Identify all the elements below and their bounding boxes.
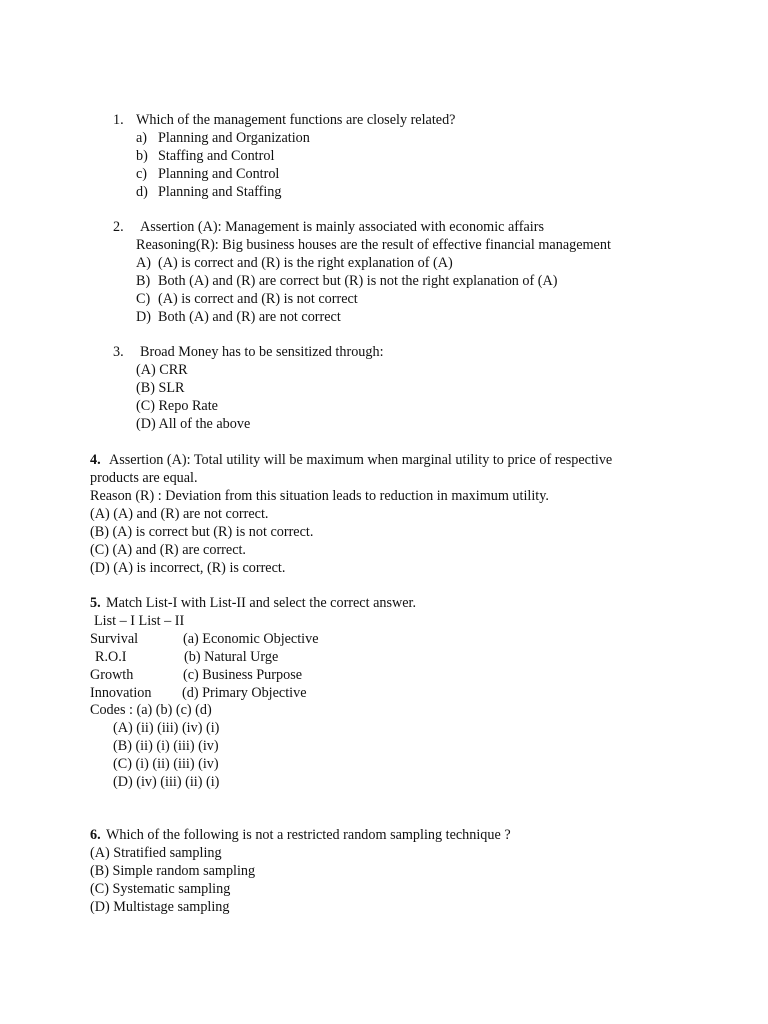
q3-option: (B) SLR	[136, 380, 185, 396]
q1-option-label: b)	[136, 148, 148, 164]
q2-option-text: (A) is correct and (R) is the right explanation of (A)	[158, 255, 453, 271]
q5-list2-item: (b) Natural Urge	[184, 649, 279, 665]
q5-code-option: (D) (iv) (iii) (ii) (i)	[113, 774, 220, 790]
q6-option: (A) Stratified sampling	[90, 845, 222, 861]
q5-list2-item: (d) Primary Objective	[182, 685, 307, 701]
q1-option-label: c)	[136, 166, 148, 182]
q3-option: (A) CRR	[136, 362, 188, 378]
q6-option: (B) Simple random sampling	[90, 863, 256, 879]
q5-list-header: List – I List – II	[94, 613, 185, 629]
q2-option-label: C)	[136, 291, 151, 307]
q3-option: (D) All of the above	[136, 416, 251, 432]
q4-assertion: Assertion (A): Total utility will be maximum when marginal utility to price of respective	[109, 452, 613, 468]
q1-option-label: d)	[136, 184, 148, 200]
q4-option: (A) (A) and (R) are not correct.	[90, 506, 269, 522]
q5-codes-header: Codes : (a) (b) (c) (d)	[90, 702, 212, 718]
q3-option: (C) Repo Rate	[136, 398, 218, 414]
q4-assertion-cont: products are equal.	[90, 470, 198, 486]
q1-number: 1.	[113, 112, 124, 128]
q6-option: (C) Systematic sampling	[90, 881, 231, 897]
q2-option-label: A)	[136, 255, 151, 271]
q1-option-label: a)	[136, 130, 148, 146]
q2-option-label: B)	[136, 273, 151, 289]
q1-option-text: Planning and Control	[158, 166, 280, 182]
q6-question: Which of the following is not a restricted random sampling technique ?	[106, 827, 511, 843]
q5-list2-item: (c) Business Purpose	[183, 667, 303, 683]
q5-question: Match List-I with List-II and select the correct answer.	[106, 595, 417, 611]
q2-reasoning: Reasoning(R): Big business houses are the result of effective financial management	[136, 237, 611, 253]
q3-number: 3.	[113, 344, 124, 360]
q3-question: Broad Money has to be sensitized through:	[140, 344, 384, 360]
q1-option-text: Planning and Organization	[158, 130, 310, 146]
q2-option-text: Both (A) and (R) are not correct	[158, 309, 341, 325]
q2-option-text: Both (A) and (R) are correct but (R) is not the right explanation of (A)	[158, 273, 558, 289]
q1-option-text: Planning and Staffing	[158, 184, 282, 200]
q2-option-label: D)	[136, 309, 151, 325]
q5-list1-item: Innovation	[90, 685, 152, 701]
q6-number: 6.	[90, 827, 101, 843]
q6-option: (D) Multistage sampling	[90, 899, 230, 915]
q5-list2-item: (a) Economic Objective	[183, 631, 319, 647]
q4-reason: Reason (R) : Deviation from this situation leads to reduction in maximum utility.	[90, 488, 549, 504]
q5-code-option: (A) (ii) (iii) (iv) (i)	[113, 720, 220, 736]
q5-code-option: (C) (i) (ii) (iii) (iv)	[113, 756, 219, 772]
q4-option: (D) (A) is incorrect, (R) is correct.	[90, 560, 286, 576]
q4-option: (B) (A) is correct but (R) is not correct.	[90, 524, 314, 540]
q5-number: 5.	[90, 595, 101, 611]
q4-option: (C) (A) and (R) are correct.	[90, 542, 246, 558]
q5-list1-item: Growth	[90, 667, 134, 683]
q2-option-text: (A) is correct and (R) is not correct	[158, 291, 358, 307]
q5-list1-item: R.O.I	[95, 649, 127, 665]
q2-number: 2.	[113, 219, 124, 235]
q5-code-option: (B) (ii) (i) (iii) (iv)	[113, 738, 219, 754]
q1-question: Which of the management functions are closely related?	[136, 112, 456, 128]
q4-number: 4.	[90, 452, 101, 468]
q2-assertion: Assertion (A): Management is mainly associated with economic affairs	[140, 219, 544, 235]
q5-list1-item: Survival	[90, 631, 139, 647]
q1-option-text: Staffing and Control	[158, 148, 275, 164]
